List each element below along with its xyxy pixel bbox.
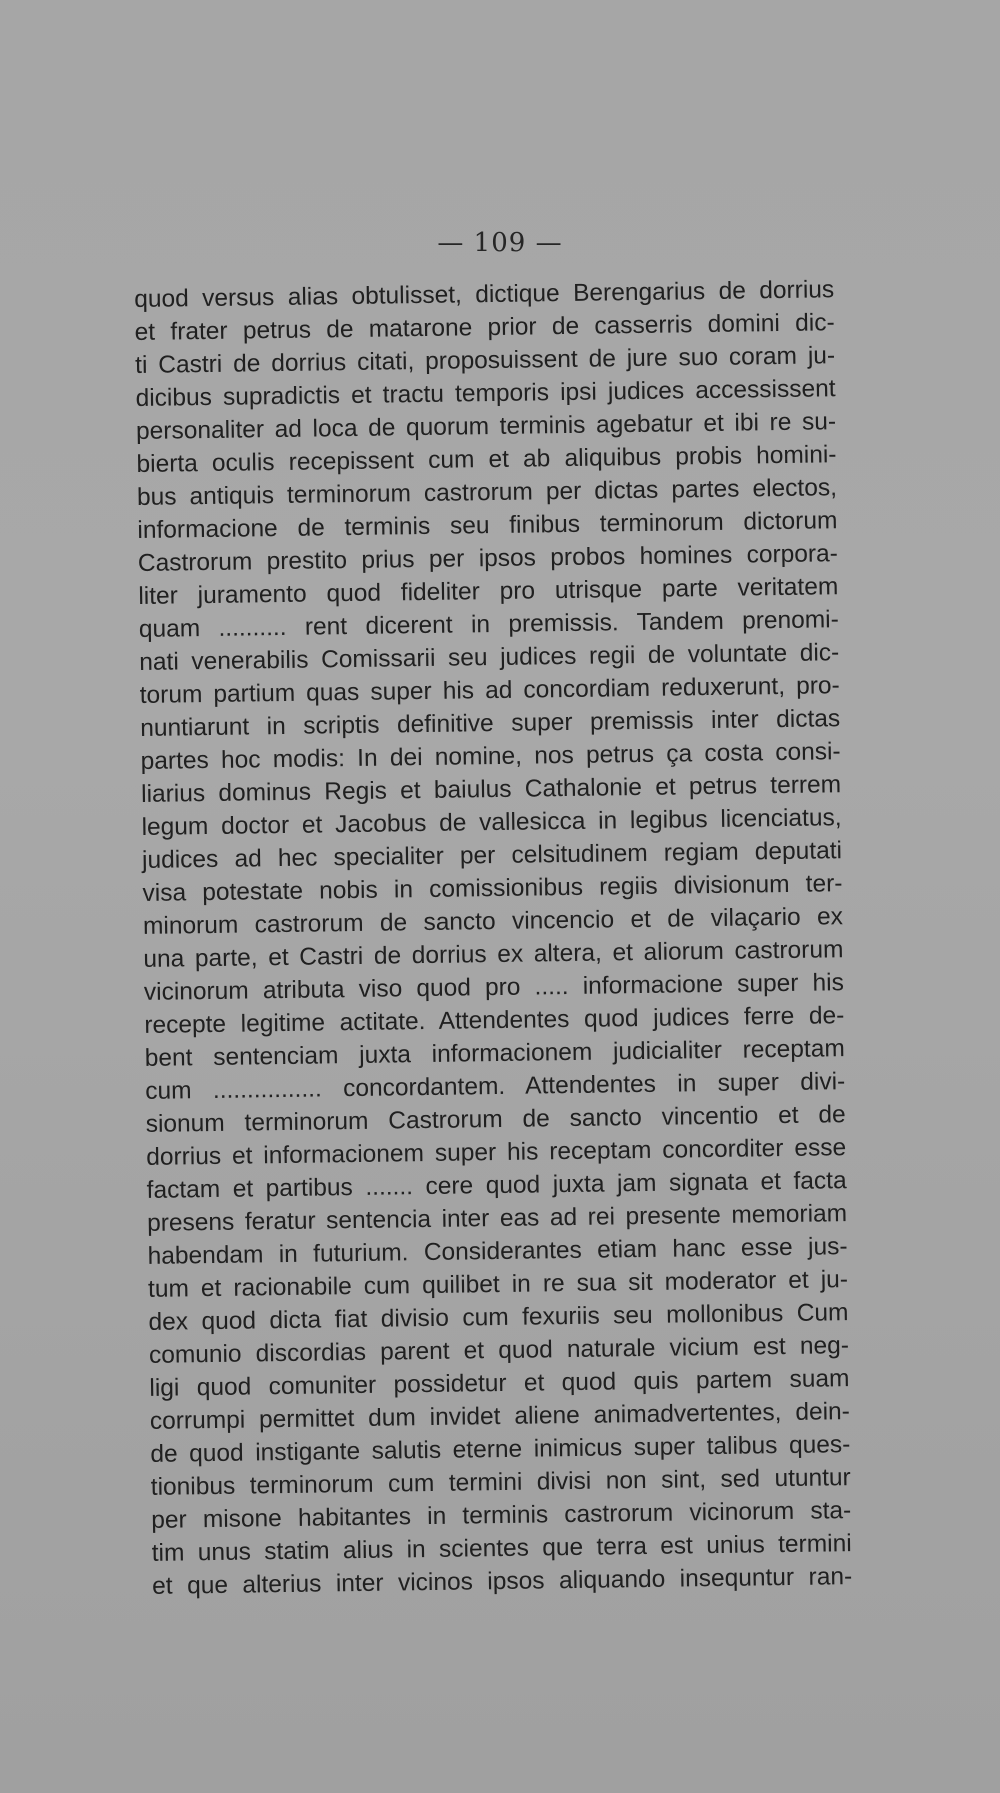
text-line: visa potestate nobis in comissionibus regiis divisionum ter- bbox=[142, 870, 843, 907]
text-line: Castrorum prestito prius per ipsos probos homines corpora- bbox=[137, 540, 839, 577]
text-line: ti Castri de dorrius citati, proposuissent de jure suo coram ju- bbox=[134, 342, 836, 379]
text-line: nati venerabilis Comissarii seu judices regii de voluntate dic- bbox=[139, 639, 840, 676]
text-line: bus antiquis terminorum castrorum per dictas partes electos, bbox=[136, 474, 838, 511]
text-line: informacione de terminis seu finibus terminorum dictorum bbox=[137, 507, 838, 544]
text-line: et frater petrus de matarone prior de casserris domini dic- bbox=[134, 309, 835, 346]
text-line: de quod instigante salutis eterne inimicus super talibus ques- bbox=[150, 1431, 851, 1468]
text-line: tum et racionabile cum quilibet in re sua sit moderator et ju- bbox=[147, 1266, 849, 1303]
text-line: una parte, et Castri de dorrius ex altera, et aliorum castrorum bbox=[143, 936, 844, 973]
text-line: legum doctor et Jacobus de vallesicca in legibus licenciatus, bbox=[141, 804, 842, 841]
text-line: dex quod dicta fiat divisio cum fexuriis seu mollonibus Cum bbox=[148, 1299, 849, 1336]
text-line: bierta oculis recepissent cum et ab aliquibus probis homini- bbox=[136, 441, 837, 478]
text-line: sionum terminorum Castrorum de sancto vincentio et de bbox=[145, 1101, 846, 1138]
text-line: corrumpi permittet dum invidet aliene animadvertentes, dein- bbox=[149, 1398, 851, 1435]
text-line: partes hoc modis: In dei nomine, nos petrus ça costa consi- bbox=[140, 738, 841, 775]
text-line: comunio discordias parent et quod naturale vicium est neg- bbox=[148, 1332, 850, 1369]
text-line: liter juramento quod fideliter pro utrisque parte veritatem bbox=[138, 573, 839, 610]
text-line: presens feratur sentencia inter eas ad rei presente memoriam bbox=[146, 1200, 848, 1237]
text-line: habendam in futurium. Considerantes etiam hanc esse jus- bbox=[147, 1233, 848, 1270]
text-line: recepte legitime actitate. Attendentes quod judices ferre de- bbox=[144, 1002, 845, 1039]
text-line: et que alterius inter vicinos ipsos aliquando insequntur ran- bbox=[152, 1563, 853, 1600]
text-line: factam et partibus ....... cere quod juxta jam signata et facta bbox=[146, 1167, 847, 1204]
text-line: minorum castrorum de sancto vincencio et de vilaçario ex bbox=[142, 903, 844, 940]
text-line: tim unus statim alius in scientes que terra est unius termini bbox=[151, 1530, 852, 1567]
text-line: liarius dominus Regis et baiulus Cathalonie et petrus terrem bbox=[140, 771, 842, 808]
page-number: — 109 — bbox=[437, 228, 563, 258]
text-line: tionibus terminorum cum termini divisi non sint, sed utuntur bbox=[150, 1464, 851, 1501]
text-line: quam .......... rent dicerent in premissis. Tandem prenomi- bbox=[138, 606, 839, 643]
text-line: dicibus supradictis et tractu temporis ipsi judices accessissent bbox=[135, 375, 836, 412]
text-line: vicinorum atributa viso quod pro ..... informacione super his bbox=[143, 969, 845, 1006]
text-line: nuntiarunt in scriptis definitive super premissis inter dictas bbox=[140, 705, 841, 742]
text-line: dorrius et informacionem super his receptam concorditer esse bbox=[146, 1134, 847, 1171]
text-line: torum partium quas super his ad concordiam reduxerunt, pro- bbox=[139, 672, 840, 709]
text-line: bent sentenciam juxta informacionem judicialiter receptam bbox=[144, 1035, 845, 1072]
text-line: personaliter ad loca de quorum terminis agebatur et ibi re su- bbox=[135, 408, 837, 445]
text-line: quod versus alias obtulisset, dictique Berengarius de dorrius bbox=[134, 276, 835, 313]
text-line: per misone habitantes in terminis castrorum vicinorum sta- bbox=[151, 1497, 852, 1534]
body-text bbox=[134, 273, 852, 1603]
text-line: judices ad hec specialiter per celsitudinem regiam deputati bbox=[141, 837, 843, 874]
text-line: ligi quod comuniter possidetur et quod quis partem suam bbox=[149, 1365, 850, 1402]
text-line: cum ................ concordantem. Attendentes in super divi- bbox=[145, 1068, 846, 1105]
